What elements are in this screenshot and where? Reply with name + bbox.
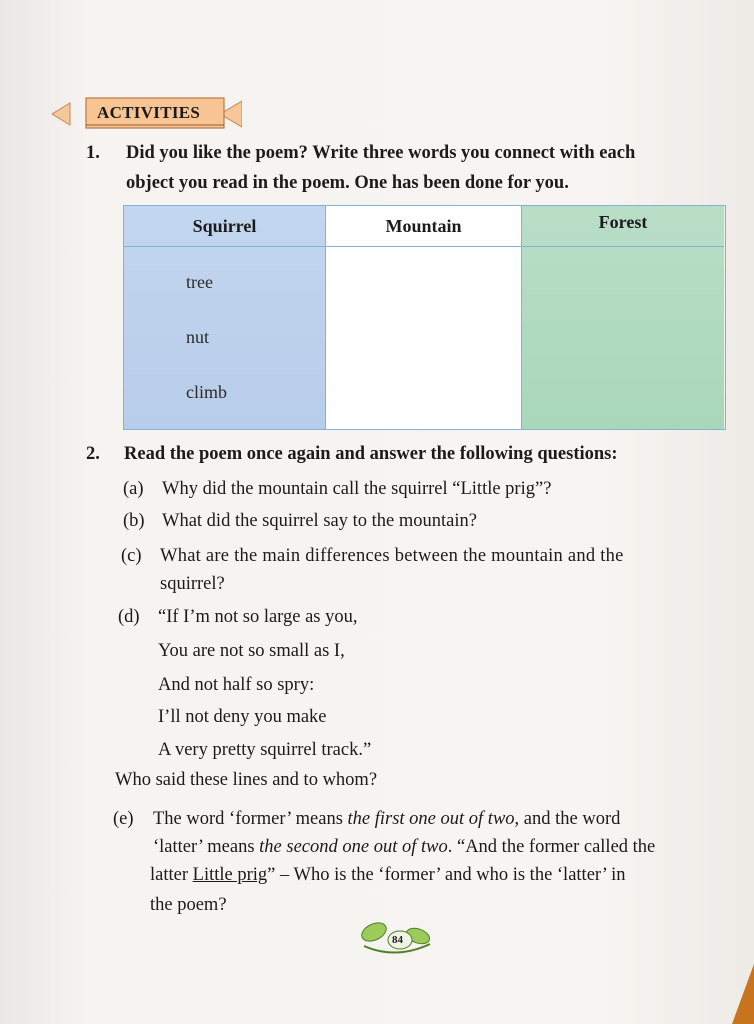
table-column-forest bbox=[522, 206, 724, 429]
page-corner bbox=[732, 964, 754, 1024]
question-2e-line1 bbox=[153, 806, 620, 833]
question-2c-label: (c) bbox=[121, 546, 142, 566]
emphasis-text: the second one out of two bbox=[259, 837, 448, 857]
question-2-number: 2. bbox=[86, 444, 100, 464]
table-header-mountain: Mountain bbox=[385, 216, 462, 236]
question-1-line1: Did you like the poem? Write three words you connect with each bbox=[126, 143, 636, 163]
question-2e-line4: the poem? bbox=[150, 895, 227, 915]
text-span: The word ‘former’ means bbox=[153, 809, 348, 829]
table-cell: tree bbox=[186, 272, 213, 292]
text-span: latter bbox=[150, 865, 193, 885]
table-cell: climb bbox=[186, 382, 227, 402]
question-2d-label: (d) bbox=[118, 607, 140, 627]
poem-line: “If I’m not so large as you, bbox=[158, 607, 358, 627]
underlined-text: Little prig bbox=[192, 865, 268, 885]
table-column-mountain bbox=[326, 206, 522, 429]
banner-label: ACTIVITIES bbox=[97, 103, 201, 122]
table-column-squirrel bbox=[124, 206, 326, 429]
poem-line: A very pretty squirrel track.” bbox=[158, 740, 372, 760]
table-header-squirrel: Squirrel bbox=[192, 216, 257, 236]
question-2e-line2 bbox=[153, 834, 655, 861]
text-span: , and the word bbox=[514, 809, 621, 829]
poem-line: And not half so spry: bbox=[158, 675, 315, 695]
question-2-text: Read the poem once again and answer the following questions: bbox=[124, 444, 618, 464]
question-2d-followup: Who said these lines and to whom? bbox=[115, 770, 378, 790]
question-1-number: 1. bbox=[86, 143, 100, 163]
question-2c-line2: squirrel? bbox=[160, 574, 225, 594]
question-2a-text: Why did the mountain call the squirrel “Little prig”? bbox=[162, 479, 552, 499]
question-2a-label: (a) bbox=[123, 479, 144, 499]
words-table bbox=[123, 205, 726, 430]
table-cell: nut bbox=[186, 327, 210, 347]
question-2e-label: (e) bbox=[113, 809, 134, 829]
header-divider bbox=[326, 246, 521, 247]
header-divider bbox=[124, 246, 325, 247]
table-header-forest: Forest bbox=[598, 212, 648, 232]
question-2e-line3 bbox=[150, 862, 626, 889]
question-2c-line1: What are the main differences between the mountain and the bbox=[160, 546, 624, 566]
activities-banner bbox=[52, 97, 242, 131]
text-span: ” – Who is the ‘former’ and who is the ‘latter’ in bbox=[267, 865, 626, 885]
page-number-ornament bbox=[356, 916, 436, 960]
header-divider bbox=[522, 246, 724, 247]
poem-line: I’ll not deny you make bbox=[158, 707, 327, 727]
question-2b-text: What did the squirrel say to the mountain? bbox=[162, 511, 477, 531]
text-span: ‘latter’ means bbox=[153, 837, 260, 857]
question-2b-label: (b) bbox=[123, 511, 145, 531]
text-span: . “And the former called the bbox=[447, 837, 656, 857]
page-number: 84 bbox=[392, 934, 403, 946]
emphasis-text: the first one out of two bbox=[347, 809, 515, 829]
poem-line: You are not so small as I, bbox=[158, 641, 345, 661]
question-1-line2: object you read in the poem. One has been done for you. bbox=[126, 173, 569, 193]
